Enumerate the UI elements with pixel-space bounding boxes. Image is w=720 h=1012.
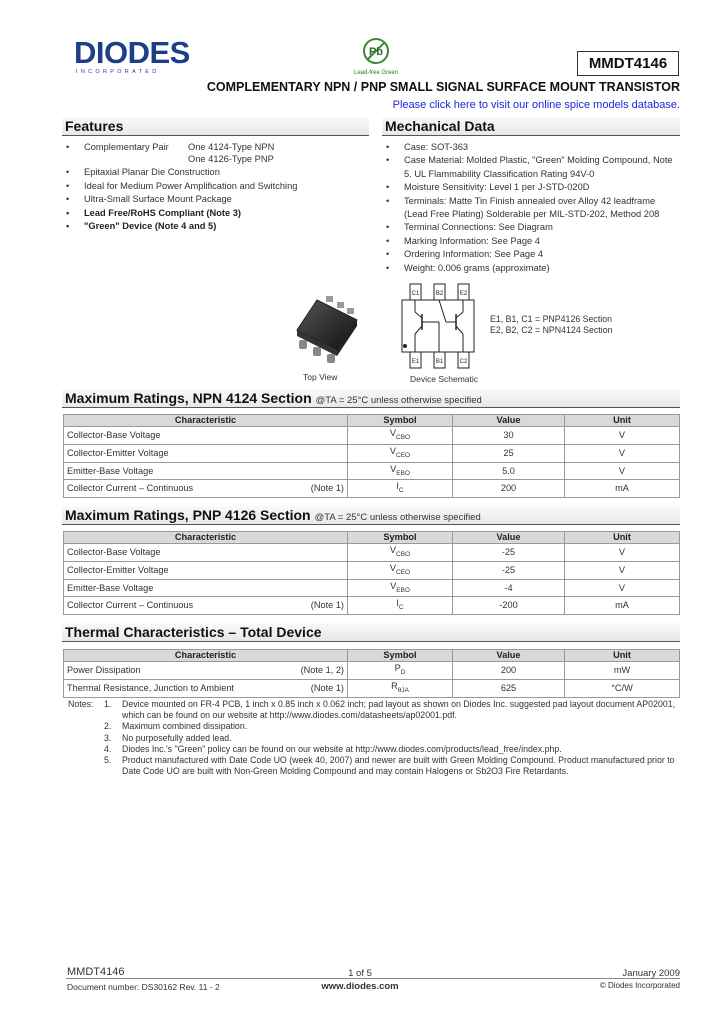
feature-item: • "Green" Device (Note 4 and 5): [62, 220, 372, 233]
table-row: Collector Current – Continuous (Note 1) $I_C$ -200 mA: [64, 597, 680, 615]
table-row: Emitter-Base Voltage $V_{EBO}$ 5.0 V: [64, 462, 680, 480]
table-row: Emitter-Base Voltage $V_{EBO}$ -4 V: [64, 579, 680, 597]
thermal-table: [63, 649, 680, 698]
pin-label-bottom-1: E1: [411, 359, 420, 365]
col-characteristic: Characteristic: [64, 650, 348, 662]
footer-doc-number: Document number: DS30162 Rev. 11 - 2: [67, 982, 220, 992]
brand-subtitle: INCORPORATED: [76, 69, 160, 75]
schematic-legend-line: E2, B2, C2 = NPN4124 Section: [490, 324, 613, 335]
footer-part-number: MMDT4146: [67, 966, 125, 978]
device-schematic: [396, 282, 486, 384]
note-item: 5. Product manufactured with Date Code UO (week 40, 2007) and newer are built with Green Molding Compound. Product manufactured prior to Date Code UO are built with Non-Green Molding Compound and may contain Halogens or Sb2O3 Fire Retardants.: [104, 755, 675, 777]
col-unit: Unit: [565, 415, 680, 427]
feature-item: • Epitaxial Planar Die Construction: [62, 166, 372, 179]
schematic-legend: [490, 314, 613, 335]
col-unit: Unit: [565, 532, 680, 544]
pnp-ratings-table: [63, 531, 680, 615]
pin-label-bottom-3: C2: [459, 359, 468, 365]
schematic-caption: Device Schematic: [410, 374, 479, 384]
features-heading: Features: [62, 117, 369, 136]
lead-free-symbol: Pb: [368, 46, 384, 58]
package-top-view: [285, 292, 365, 384]
document-title: COMPLEMENTARY NPN / PNP SMALL SIGNAL SURFACE MOUNT TRANSISTOR: [206, 80, 680, 94]
top-view-caption: Top View: [303, 372, 338, 382]
pin-label-bottom-2: B1: [435, 359, 444, 365]
table-row: Thermal Resistance, Junction to Ambient (Note 1) $R_{\theta JA}$ 625 °C/W: [64, 679, 680, 697]
pin-label-top-3: E2: [459, 291, 468, 297]
pnp-ratings-heading: Maximum Ratings, PNP 4126 Section @TA = 25°C unless otherwise specified: [62, 506, 680, 525]
col-value: Value: [453, 650, 565, 662]
mechanical-list: [382, 141, 680, 275]
mechanical-item: • Moisture Sensitivity: Level 1 per J-STD-020D: [382, 181, 680, 194]
col-symbol: Symbol: [348, 650, 453, 662]
note-item: 3. No purposefully added lead.: [104, 732, 232, 743]
notes-section: [68, 699, 680, 777]
feature-pair-second: One 4126-Type PNP: [188, 154, 274, 165]
thermal-heading: Thermal Characteristics – Total Device: [62, 623, 680, 642]
footer-date: January 2009: [622, 968, 680, 979]
note-item: 4. Diodes Inc.'s "Green" policy can be found on our website at http://www.diodes.com/products/lead_free/index.php.: [104, 743, 562, 754]
diodes-logo: [74, 35, 190, 75]
features-list: [62, 141, 372, 233]
footer-website-link[interactable]: www.diodes.com: [321, 981, 399, 992]
mechanical-item: • Terminals: Matte Tin Finish annealed over Alloy 42 leadframe (Lead Free Plating) Solderable per MIL-STD-202, Method 208: [382, 195, 680, 222]
notes-label: Notes:: [68, 699, 94, 709]
table-row: Collector-Emitter Voltage $V_{CEO}$ -25 V: [64, 561, 680, 579]
feature-item: • Ultra-Small Surface Mount Package: [62, 193, 372, 206]
schematic-diagram-icon: [396, 282, 480, 374]
mechanical-item: • Marking Information: See Page 4: [382, 235, 680, 248]
lead-free-icon: [361, 36, 391, 66]
brand-name: DIODES: [74, 35, 190, 70]
lead-free-label: Lead-free Green: [353, 70, 399, 76]
sot363-package-icon: [285, 292, 365, 372]
col-unit: Unit: [565, 650, 680, 662]
lead-free-badge: [348, 36, 404, 76]
mechanical-item: • Ordering Information: See Page 4: [382, 248, 680, 261]
note-item: 2. Maximum combined dissipation.: [104, 721, 248, 732]
feature-item: • Complementary Pair One 4124-Type NPN: [62, 141, 372, 154]
part-number-box: MMDT4146: [577, 51, 679, 76]
mechanical-heading: Mechanical Data: [382, 117, 680, 136]
pnp-condition: @TA = 25°C unless otherwise specified: [314, 512, 481, 523]
mechanical-item: • Case Material: Molded Plastic, "Green" Molding Compound, Note 5. UL Flammability Classification Rating 94V-0: [382, 154, 680, 181]
table-row: Collector-Emitter Voltage $V_{CEO}$ 25 V: [64, 444, 680, 462]
npn-ratings-heading: Maximum Ratings, NPN 4124 Section @TA = 25°C unless otherwise specified: [62, 389, 680, 408]
pin-label-top-1: C1: [411, 291, 420, 297]
footer-page: 1 of 5: [348, 968, 372, 979]
col-value: Value: [453, 532, 565, 544]
col-characteristic: Characteristic: [64, 532, 348, 544]
col-symbol: Symbol: [348, 532, 453, 544]
col-value: Value: [453, 415, 565, 427]
mechanical-item: • Weight: 0.006 grams (approximate): [382, 262, 680, 275]
spice-models-link[interactable]: Please click here to visit our online spice models database.: [392, 99, 680, 111]
mechanical-item: • Terminal Connections: See Diagram: [382, 221, 680, 234]
npn-condition: @TA = 25°C unless otherwise specified: [315, 395, 482, 406]
npn-ratings-table: [63, 414, 680, 498]
pin-label-top-2: B2: [435, 291, 444, 297]
col-characteristic: Characteristic: [64, 415, 348, 427]
table-row: Collector Current – Continuous (Note 1) $I_C$ 200 mA: [64, 480, 680, 498]
note-item: Notes: 1. Device mounted on FR-4 PCB, 1 inch x 0.85 inch x 0.062 inch; pad layout as shown on Diodes Inc. suggested pad layout document AP02001, which can be found on our website at http://www.diodes.com/datasheets/ap02001.pdf.: [68, 699, 676, 721]
footer-copyright: © Diodes Incorporated: [599, 981, 680, 990]
mechanical-item: • Case: SOT-363: [382, 141, 680, 154]
schematic-legend-line: E1, B1, C1 = PNP4126 Section: [490, 314, 613, 324]
table-row: Collector-Base Voltage $V_{CBO}$ 30 V: [64, 427, 680, 445]
feature-item: • Lead Free/RoHS Compliant (Note 3): [62, 207, 372, 220]
table-row: Collector-Base Voltage $V_{CBO}$ -25 V: [64, 544, 680, 562]
feature-item: • Ideal for Medium Power Amplification and Switching: [62, 180, 372, 193]
col-symbol: Symbol: [348, 415, 453, 427]
table-row: Power Dissipation (Note 1, 2) $P_D$ 200 mW: [64, 662, 680, 680]
